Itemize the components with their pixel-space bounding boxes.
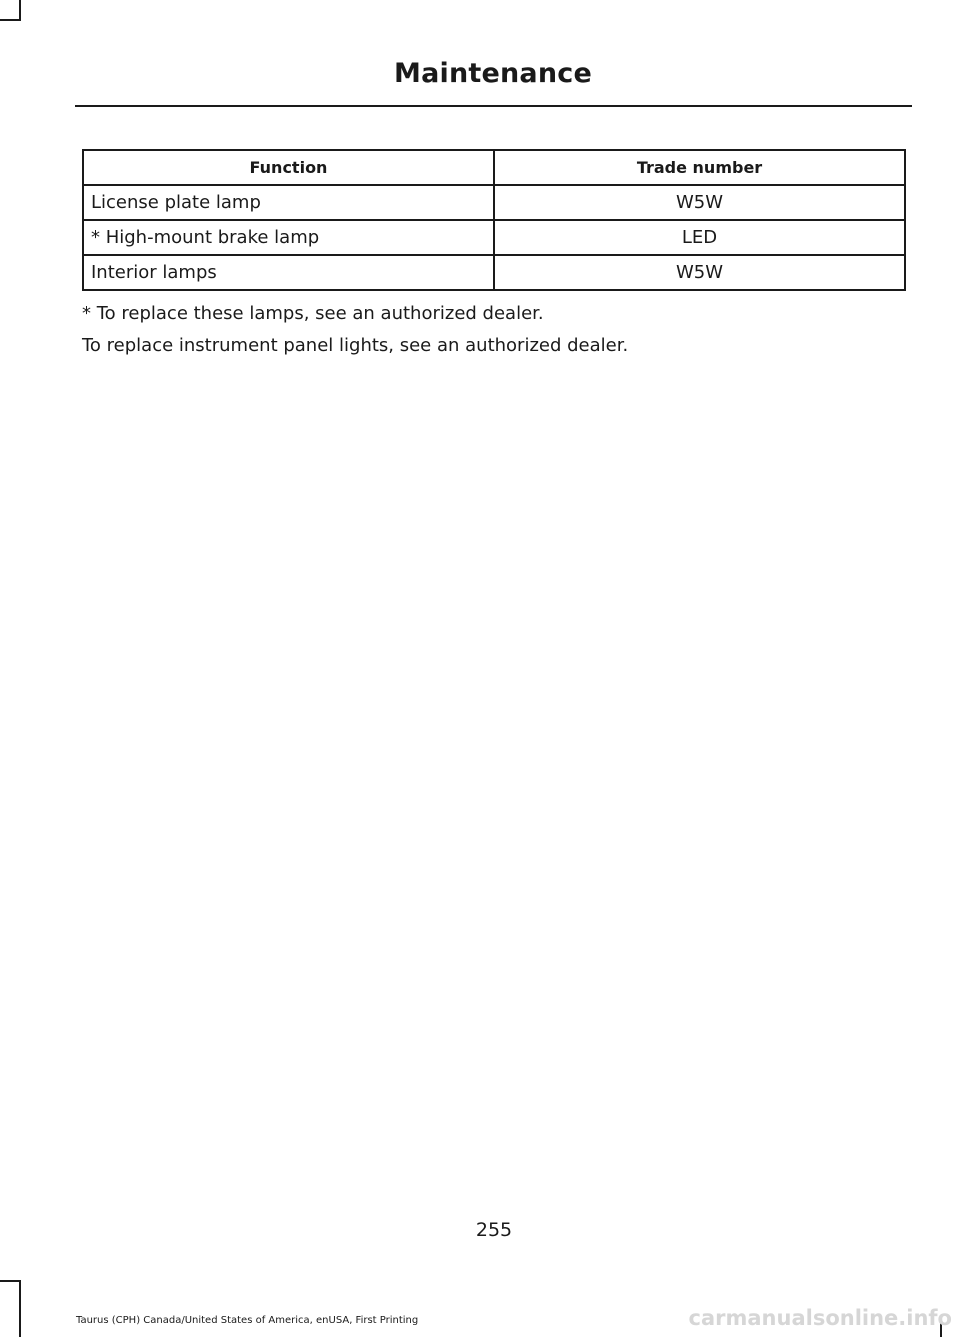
cell-function: License plate lamp	[83, 185, 494, 220]
cell-trade-number: LED	[494, 220, 905, 255]
crop-mark-top-left	[19, 0, 21, 21]
table-row	[83, 185, 905, 220]
crop-mark-top-left	[0, 19, 19, 21]
header-rule	[75, 105, 912, 107]
cell-trade-number: W5W	[494, 255, 905, 290]
column-header-function: Function	[83, 150, 494, 185]
cell-function: * High-mount brake lamp	[83, 220, 494, 255]
bulb-spec-table	[82, 149, 906, 291]
cell-trade-number: W5W	[494, 185, 905, 220]
crop-mark-bottom-left	[0, 1280, 19, 1282]
note-dealer-lamps: * To replace these lamps, see an authorized dealer.	[82, 303, 544, 324]
page-number: 255	[475, 1219, 513, 1241]
cell-function: Interior lamps	[83, 255, 494, 290]
edition-footer: Taurus (CPH) Canada/United States of America, enUSA, First Printing	[76, 1315, 419, 1326]
table-row	[83, 255, 905, 290]
note-instrument-panel: To replace instrument panel lights, see an authorized dealer.	[82, 335, 629, 356]
crop-mark-bottom-left	[19, 1280, 21, 1337]
column-header-trade-number: Trade number	[494, 150, 905, 185]
page-title: Maintenance	[394, 58, 592, 89]
table-header-row	[83, 150, 905, 185]
watermark-logo: carmanualsonline.info	[688, 1306, 952, 1330]
table-row	[83, 220, 905, 255]
